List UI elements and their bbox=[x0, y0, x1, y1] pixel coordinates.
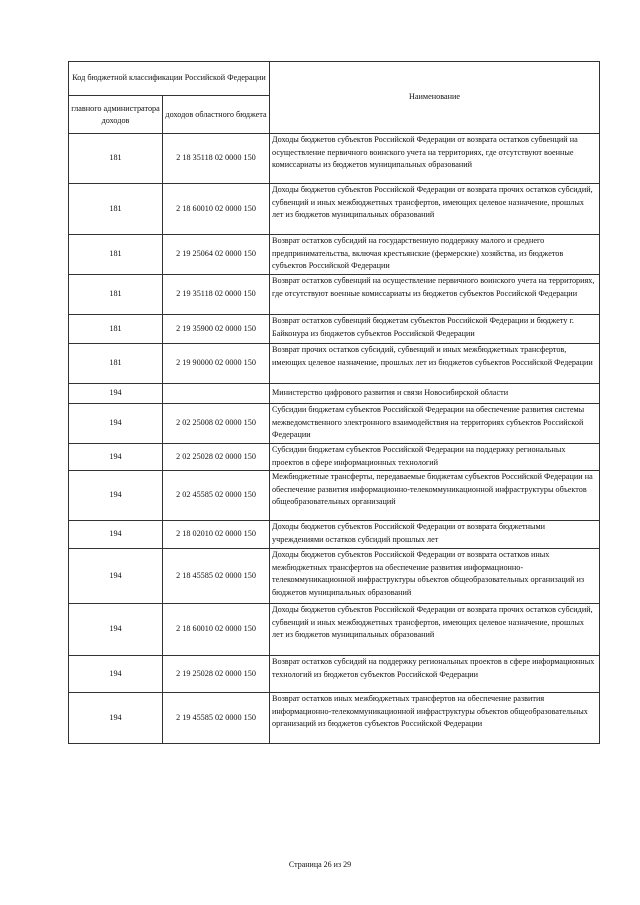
table-row bbox=[69, 275, 600, 315]
group-title-cell: Министерство цифрового развития и связи Новосибирской области bbox=[270, 384, 600, 404]
income-header: доходов областного бюджета bbox=[163, 96, 270, 134]
table-row bbox=[69, 471, 600, 521]
income-code-cell: 2 19 25028 02 0000 150 bbox=[163, 656, 270, 693]
description-cell: Межбюджетные трансферты, передаваемые бюджетам субъектов Российской Федерации на обеспечение развития информационно-телекоммуникационной инфраструктуры объектов общеобразовательных организаций bbox=[270, 471, 600, 521]
description-cell: Доходы бюджетов субъектов Российской Федерации от возврата остатков иных межбюджетных трансфертов на обеспечение развития информационно-телекоммуникационной инфраструктуры объектов общеобразовательных организаций из бюджетов муниципальных образований bbox=[270, 549, 600, 604]
income-code-cell: 2 18 35118 02 0000 150 bbox=[163, 134, 270, 184]
description-cell: Возврат прочих остатков субсидий, субвенций и иных межбюджетных трансфертов, имеющих целевое назначение, прошлых лет из бюджетов субъектов Российской Федерации bbox=[270, 344, 600, 384]
budget-codes-table bbox=[68, 61, 600, 744]
description-cell: Доходы бюджетов субъектов Российской Федерации от возврата бюджетными учреждениями остатков субсидий прошлых лет bbox=[270, 521, 600, 549]
admin-header: главного администратора доходов bbox=[69, 96, 163, 134]
income-code-cell: 2 18 60010 02 0000 150 bbox=[163, 184, 270, 235]
admin-code-cell: 194 bbox=[69, 521, 163, 549]
table-row bbox=[69, 134, 600, 184]
table-row bbox=[69, 693, 600, 744]
admin-code-cell: 194 bbox=[69, 471, 163, 521]
income-code-cell bbox=[163, 384, 270, 404]
admin-code-cell: 194 bbox=[69, 693, 163, 744]
income-code-cell: 2 18 02010 02 0000 150 bbox=[163, 521, 270, 549]
table-row bbox=[69, 521, 600, 549]
admin-code-cell: 194 bbox=[69, 444, 163, 471]
income-code-cell: 2 02 25008 02 0000 150 bbox=[163, 404, 270, 444]
description-cell: Возврат остатков субсидий на государственную поддержку малого и среднего предпринимательства, включая крестьянские (фермерские) хозяйства, из бюджетов субъектов Российской Федерации bbox=[270, 235, 600, 275]
table-row bbox=[69, 549, 600, 604]
admin-code-cell: 194 bbox=[69, 404, 163, 444]
table-row bbox=[69, 344, 600, 384]
description-cell: Возврат остатков иных межбюджетных трансфертов на обеспечение развития информационно-телекоммуникационной инфраструктуры объектов общеобразовательных организаций из бюджетов субъектов Российской Федерации bbox=[270, 693, 600, 744]
table-row bbox=[69, 404, 600, 444]
admin-code-cell: 181 bbox=[69, 275, 163, 315]
income-code-cell: 2 19 35118 02 0000 150 bbox=[163, 275, 270, 315]
name-header: Наименование bbox=[270, 62, 600, 134]
income-code-cell: 2 19 35900 02 0000 150 bbox=[163, 315, 270, 344]
admin-code-cell: 194 bbox=[69, 549, 163, 604]
table-row bbox=[69, 315, 600, 344]
income-code-cell: 2 02 45585 02 0000 150 bbox=[163, 471, 270, 521]
income-code-cell: 2 19 25064 02 0000 150 bbox=[163, 235, 270, 275]
description-cell: Доходы бюджетов субъектов Российской Федерации от возврата остатков субвенций на осуществление первичного воинского учета на территориях, где отсутствуют военные комиссариаты из бюджетов муниципальных образований bbox=[270, 134, 600, 184]
table-row bbox=[69, 656, 600, 693]
kbk-header: Код бюджетной классификации Российской Федерации bbox=[69, 62, 270, 96]
description-cell: Возврат остатков субвенций бюджетам субъектов Российской Федерации и бюджету г. Байконура из бюджетов субъектов Российской Федерации bbox=[270, 315, 600, 344]
page-number: Страница 26 из 29 bbox=[288, 860, 352, 869]
income-code-cell: 2 19 45585 02 0000 150 bbox=[163, 693, 270, 744]
description-cell: Субсидии бюджетам субъектов Российской Федерации на поддержку региональных проектов в сфере информационных технологий bbox=[270, 444, 600, 471]
income-code-cell: 2 18 60010 02 0000 150 bbox=[163, 604, 270, 656]
description-cell: Субсидии бюджетам субъектов Российской Федерации на обеспечение развития системы межведомственного электронного взаимодействия на территориях субъектов Российской Федерации bbox=[270, 404, 600, 444]
admin-code-cell: 194 bbox=[69, 656, 163, 693]
admin-code-cell: 194 bbox=[69, 604, 163, 656]
table-row bbox=[69, 184, 600, 235]
income-code-cell: 2 02 25028 02 0000 150 bbox=[163, 444, 270, 471]
description-cell: Возврат остатков субвенций на осуществление первичного воинского учета на территориях, где отсутствуют военные комиссариаты из бюджетов субъектов Российской Федерации bbox=[270, 275, 600, 315]
income-code-cell: 2 19 90000 02 0000 150 bbox=[163, 344, 270, 384]
admin-code-cell: 181 bbox=[69, 235, 163, 275]
admin-code-cell: 194 bbox=[69, 384, 163, 404]
table-row bbox=[69, 444, 600, 471]
admin-code-cell: 181 bbox=[69, 134, 163, 184]
table-body bbox=[69, 134, 600, 744]
description-cell: Доходы бюджетов субъектов Российской Федерации от возврата прочих остатков субсидий, субвенций и иных межбюджетных трансфертов, имеющих целевое назначение, прошлых лет из бюджетов муниципальных образований bbox=[270, 184, 600, 235]
income-code-cell: 2 18 45585 02 0000 150 bbox=[163, 549, 270, 604]
table-group-row bbox=[69, 384, 600, 404]
description-cell: Возврат остатков субсидий на поддержку региональных проектов в сфере информационных технологий из бюджетов субъектов Российской Федерации bbox=[270, 656, 600, 693]
description-cell: Доходы бюджетов субъектов Российской Федерации от возврата прочих остатков субсидий, субвенций и иных межбюджетных трансфертов, имеющих целевое назначение, прошлых лет из бюджетов муниципальных образований bbox=[270, 604, 600, 656]
admin-code-cell: 181 bbox=[69, 184, 163, 235]
admin-code-cell: 181 bbox=[69, 315, 163, 344]
table-row bbox=[69, 604, 600, 656]
table-row bbox=[69, 235, 600, 275]
admin-code-cell: 181 bbox=[69, 344, 163, 384]
